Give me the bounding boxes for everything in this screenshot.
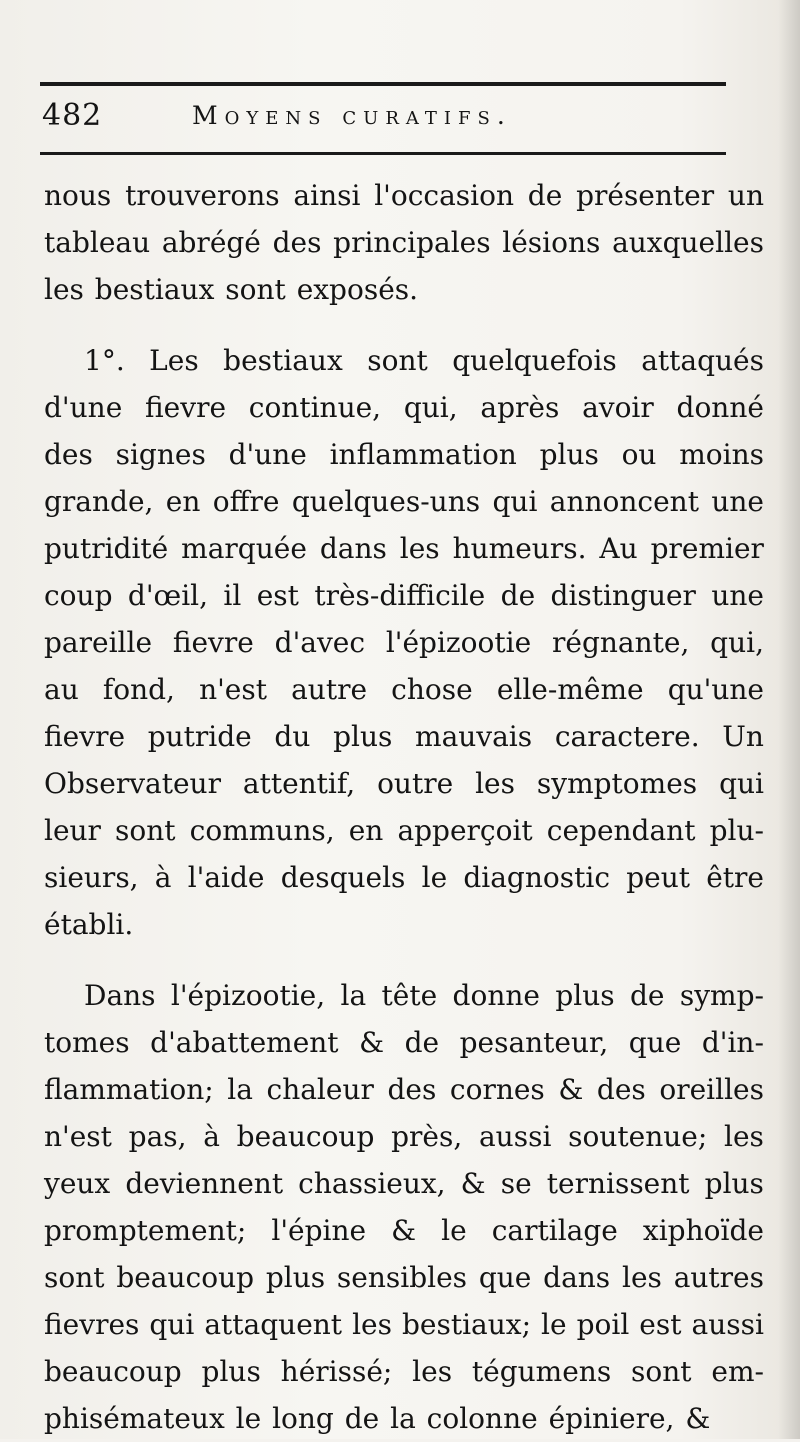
header-top-rule bbox=[40, 82, 726, 86]
text-line: sieurs, à l'aide desquels le diagnostic peut être bbox=[44, 861, 764, 894]
paragraph-gap bbox=[44, 948, 764, 972]
running-title: Moyens curatifs. bbox=[192, 101, 512, 130]
page-number: 482 bbox=[42, 98, 103, 133]
text-line: beaucoup plus hérissé; les tégumens sont em- bbox=[44, 1355, 764, 1388]
text-line: Observateur attentif, outre les symptomes qui bbox=[44, 767, 764, 800]
running-header bbox=[42, 94, 726, 138]
text-line: n'est pas, à beaucoup près, aussi soutenue; les bbox=[44, 1120, 764, 1153]
paragraph bbox=[44, 172, 764, 313]
text-line: flammation; la chaleur des cornes & des oreilles bbox=[44, 1073, 764, 1106]
text-line: leur sont communs, en apperçoit cependant plu- bbox=[44, 814, 764, 847]
text-line: coup d'œil, il est très-difficile de distinguer une bbox=[44, 579, 764, 612]
text-line: fievres qui attaquent les bestiaux; le poil est aussi bbox=[44, 1308, 764, 1341]
header-bottom-rule bbox=[40, 152, 726, 155]
text-line: les bestiaux sont exposés. bbox=[44, 273, 419, 306]
text-line: pareille fievre d'avec l'épizootie régnante, qui, bbox=[44, 626, 764, 659]
paragraph bbox=[44, 337, 764, 948]
text-line: tomes d'abattement & de pesanteur, que d'in- bbox=[44, 1026, 764, 1059]
text-line: putridité marquée dans les humeurs. Au premier bbox=[44, 532, 764, 565]
text-line: phisémateux le long de la colonne épiniere, & bbox=[44, 1402, 711, 1435]
text-line: promptement; l'épine & le cartilage xiphoïde bbox=[44, 1214, 764, 1247]
text-line: au fond, n'est autre chose elle-même qu'une bbox=[44, 673, 764, 706]
text-line: 1°. Les bestiaux sont quelquefois attaqués bbox=[84, 344, 764, 377]
text-line: nous trouverons ainsi l'occasion de présenter un bbox=[44, 179, 764, 212]
text-line: grande, en offre quelques-uns qui annoncent une bbox=[44, 485, 764, 518]
text-line: fievre putride du plus mauvais caractere. Un bbox=[44, 720, 764, 753]
text-line: Dans l'épizootie, la tête donne plus de symp- bbox=[84, 979, 764, 1012]
page-edge-shadow bbox=[778, 0, 800, 1439]
text-line: sont beaucoup plus sensibles que dans les autres bbox=[44, 1261, 764, 1294]
body-text bbox=[44, 172, 764, 1442]
paragraph bbox=[44, 972, 764, 1442]
text-line: yeux deviennent chassieux, & se ternissent plus bbox=[44, 1167, 764, 1200]
text-line: établi. bbox=[44, 908, 134, 941]
paragraph-gap bbox=[44, 313, 764, 337]
text-line: tableau abrégé des principales lésions auxquelles bbox=[44, 226, 764, 259]
text-line: des signes d'une inflammation plus ou moins bbox=[44, 438, 764, 471]
text-line: d'une fievre continue, qui, après avoir donné bbox=[44, 391, 764, 424]
